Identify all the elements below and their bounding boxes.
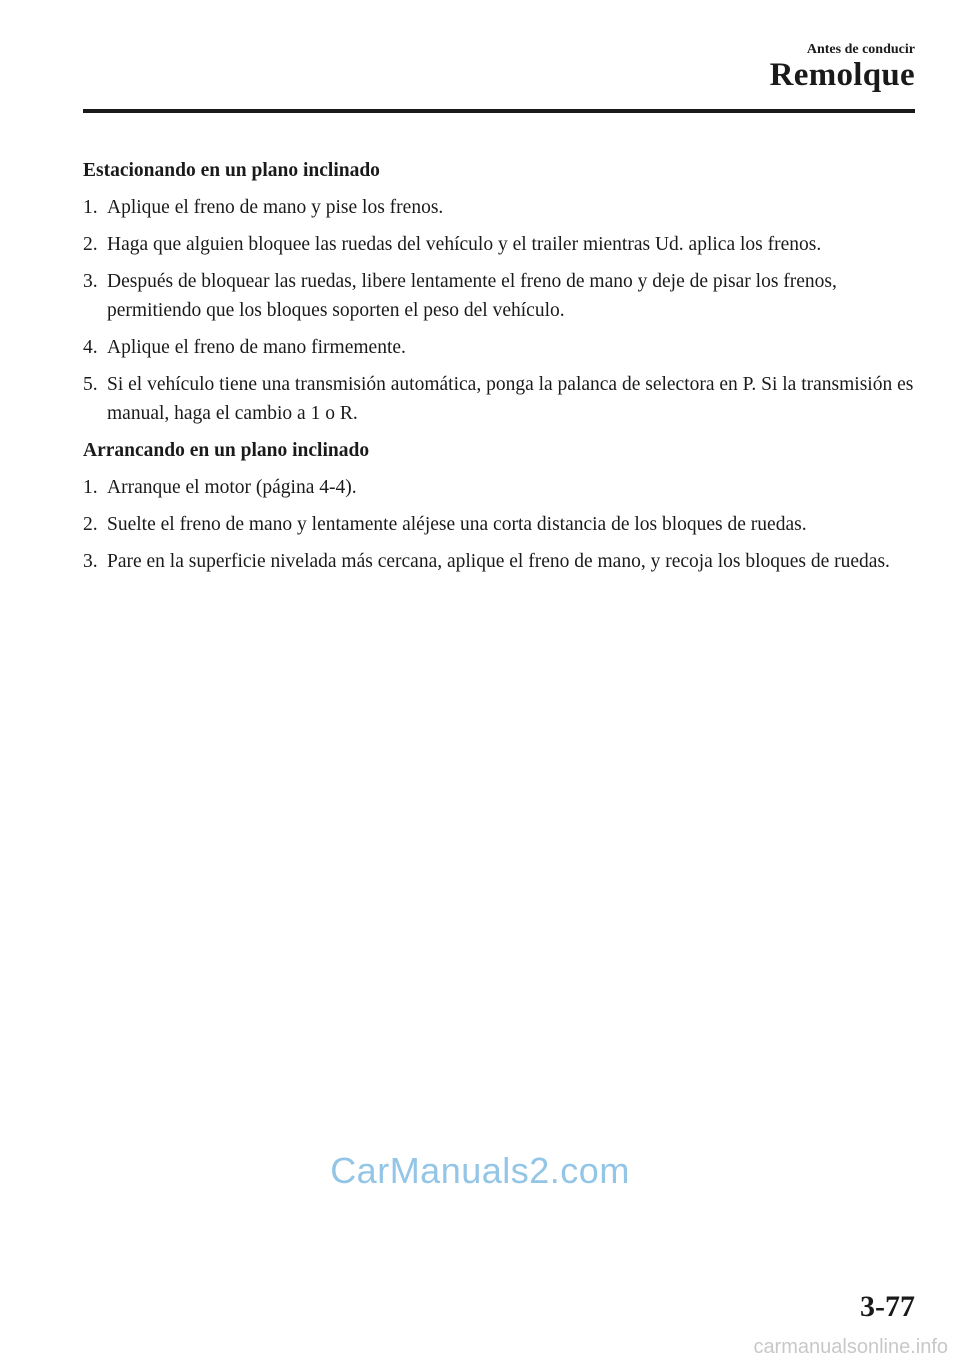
step-text: Pare en la superficie nivelada más cercana, aplique el freno de mano, y recoja los bloques de ruedas. [107,551,890,572]
step-item [83,267,915,325]
step-number: 1. [83,477,98,498]
section-starting-on-slope [83,436,915,576]
step-number: 2. [83,514,98,535]
document-body [83,156,915,584]
section-heading: Arrancando en un plano inclinado [83,440,370,461]
step-number: 1. [83,197,98,218]
page-number: 3-77 [860,1290,915,1323]
header-divider [83,109,915,113]
footer-site-watermark: carmanualsonline.info [753,1336,948,1358]
step-item [83,333,915,362]
step-number: 2. [83,234,98,255]
step-item [83,193,915,222]
step-number: 3. [83,551,98,572]
step-item [83,547,915,576]
step-number: 3. [83,271,98,292]
step-text: Suelte el freno de mano y lentamente aléjese una corta distancia de los bloques de ruedas. [107,514,807,535]
step-text: Haga que alguien bloquee las ruedas del vehículo y el trailer mientras Ud. aplica los frenos. [107,234,822,255]
watermark-logo: CarManuals2.com [330,1150,630,1191]
step-text: Después de bloquear las ruedas, libere lentamente el freno de mano y deje de pisar los frenos, permitiendo que los bloques soporten el peso del vehículo. [107,271,837,321]
step-text: Aplique el freno de mano y pise los frenos. [107,197,444,218]
step-item [83,370,915,428]
step-item [83,473,915,502]
step-text: Si el vehículo tiene una transmisión automática, ponga la palanca de selectora en P. Si la transmisión es manual, haga el cambio a 1 o R. [107,374,914,424]
step-text: Aplique el freno de mano firmemente. [107,337,406,358]
section-parking-on-slope [83,156,915,428]
step-number: 5. [83,374,98,395]
step-item [83,510,915,539]
step-list [83,193,915,428]
step-item [83,230,915,259]
step-number: 4. [83,337,98,358]
page-title: Remolque [769,57,915,93]
step-text: Arranque el motor (página 4-4). [107,477,357,498]
header-chapter: Antes de conducir [806,42,915,57]
section-heading: Estacionando en un plano inclinado [83,160,380,181]
step-list [83,473,915,576]
